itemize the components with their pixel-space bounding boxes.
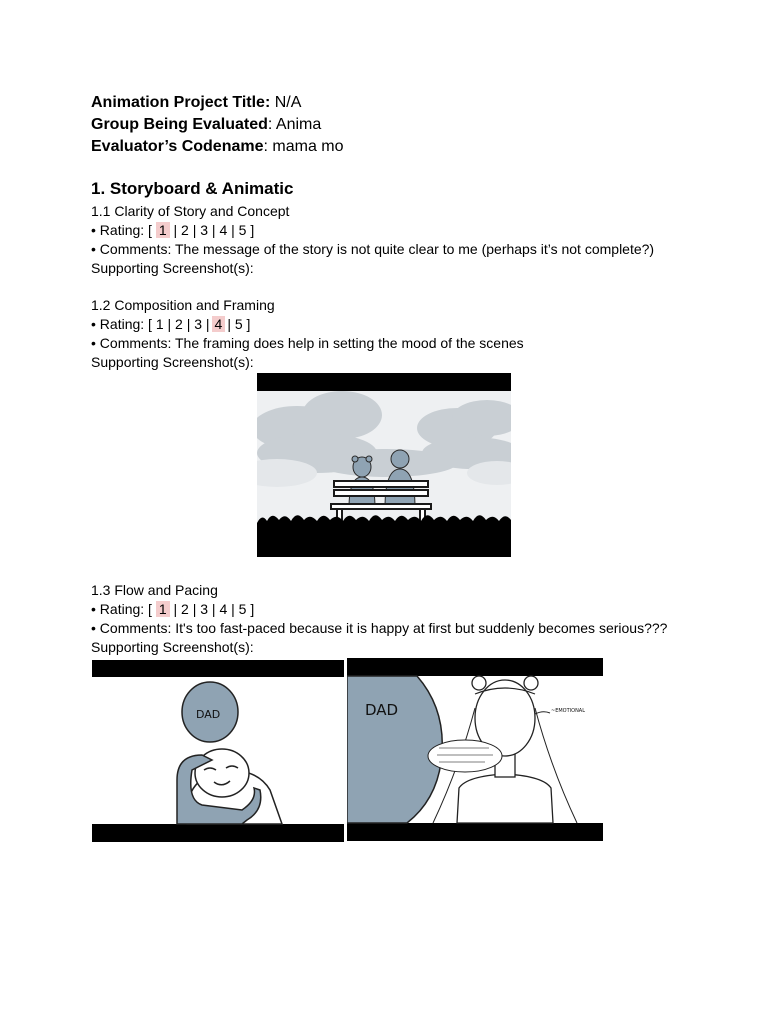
group-label: Group Being Evaluated bbox=[91, 116, 268, 133]
group-value: : Anima bbox=[267, 116, 322, 133]
comments-1-3: • Comments: It's too fast-paced because it is happy at first but suddenly becomes serious??? bbox=[91, 620, 668, 636]
evaluator-label: Evaluator’s Codename bbox=[91, 138, 264, 155]
rating-line-1-1 bbox=[91, 221, 254, 239]
rating-line-1-3 bbox=[91, 600, 254, 618]
project-title-line bbox=[91, 93, 301, 113]
rating-prefix: • Rating: [ bbox=[91, 316, 156, 332]
hug-scene-text: DAD bbox=[196, 708, 221, 721]
item-heading-1-1: 1.1 Clarity of Story and Concept bbox=[91, 203, 290, 219]
section-title: 1. Storyboard & Animatic bbox=[91, 179, 294, 198]
rating-selected: 1 bbox=[156, 601, 170, 617]
screenshots-label-1-2: Supporting Screenshot(s): bbox=[91, 354, 254, 370]
rating-line-1-2 bbox=[91, 315, 250, 333]
evaluator-line bbox=[91, 137, 344, 157]
rating-selected: 4 bbox=[212, 316, 226, 332]
comments-1-2: • Comments: The framing does help in setting the mood of the scenes bbox=[91, 335, 524, 351]
screenshot-hug-scene bbox=[92, 660, 344, 842]
group-line bbox=[91, 115, 321, 135]
item-heading-1-3: 1.3 Flow and Pacing bbox=[91, 582, 218, 598]
rating-before: 1 | 2 | 3 | bbox=[155, 316, 210, 332]
conversation-scene-text: DAD bbox=[365, 701, 399, 719]
project-title-value: N/A bbox=[270, 94, 302, 111]
evaluator-value: : mama mo bbox=[263, 138, 344, 155]
comments-1-1: • Comments: The message of the story is not quite clear to me (perhaps it’s not complete?) bbox=[91, 241, 655, 257]
project-title-label: Animation Project Title: bbox=[91, 94, 271, 111]
screenshot-bench-scene bbox=[257, 373, 511, 557]
rating-after: | 2 | 3 | 4 | 5 ] bbox=[169, 222, 255, 238]
conversation-label: ~EMOTIONAL bbox=[551, 708, 586, 714]
screenshot-conversation-scene bbox=[347, 658, 603, 841]
rating-prefix: • Rating: [ bbox=[91, 601, 156, 617]
rating-after: | 5 ] bbox=[227, 316, 251, 332]
rating-prefix: • Rating: [ bbox=[91, 222, 156, 238]
item-heading-1-2: 1.2 Composition and Framing bbox=[91, 297, 275, 313]
rating-after: | 2 | 3 | 4 | 5 ] bbox=[169, 601, 255, 617]
screenshots-label-1-1: Supporting Screenshot(s): bbox=[91, 260, 254, 276]
screenshots-label-1-3: Supporting Screenshot(s): bbox=[91, 639, 254, 655]
rating-selected: 1 bbox=[156, 222, 170, 238]
